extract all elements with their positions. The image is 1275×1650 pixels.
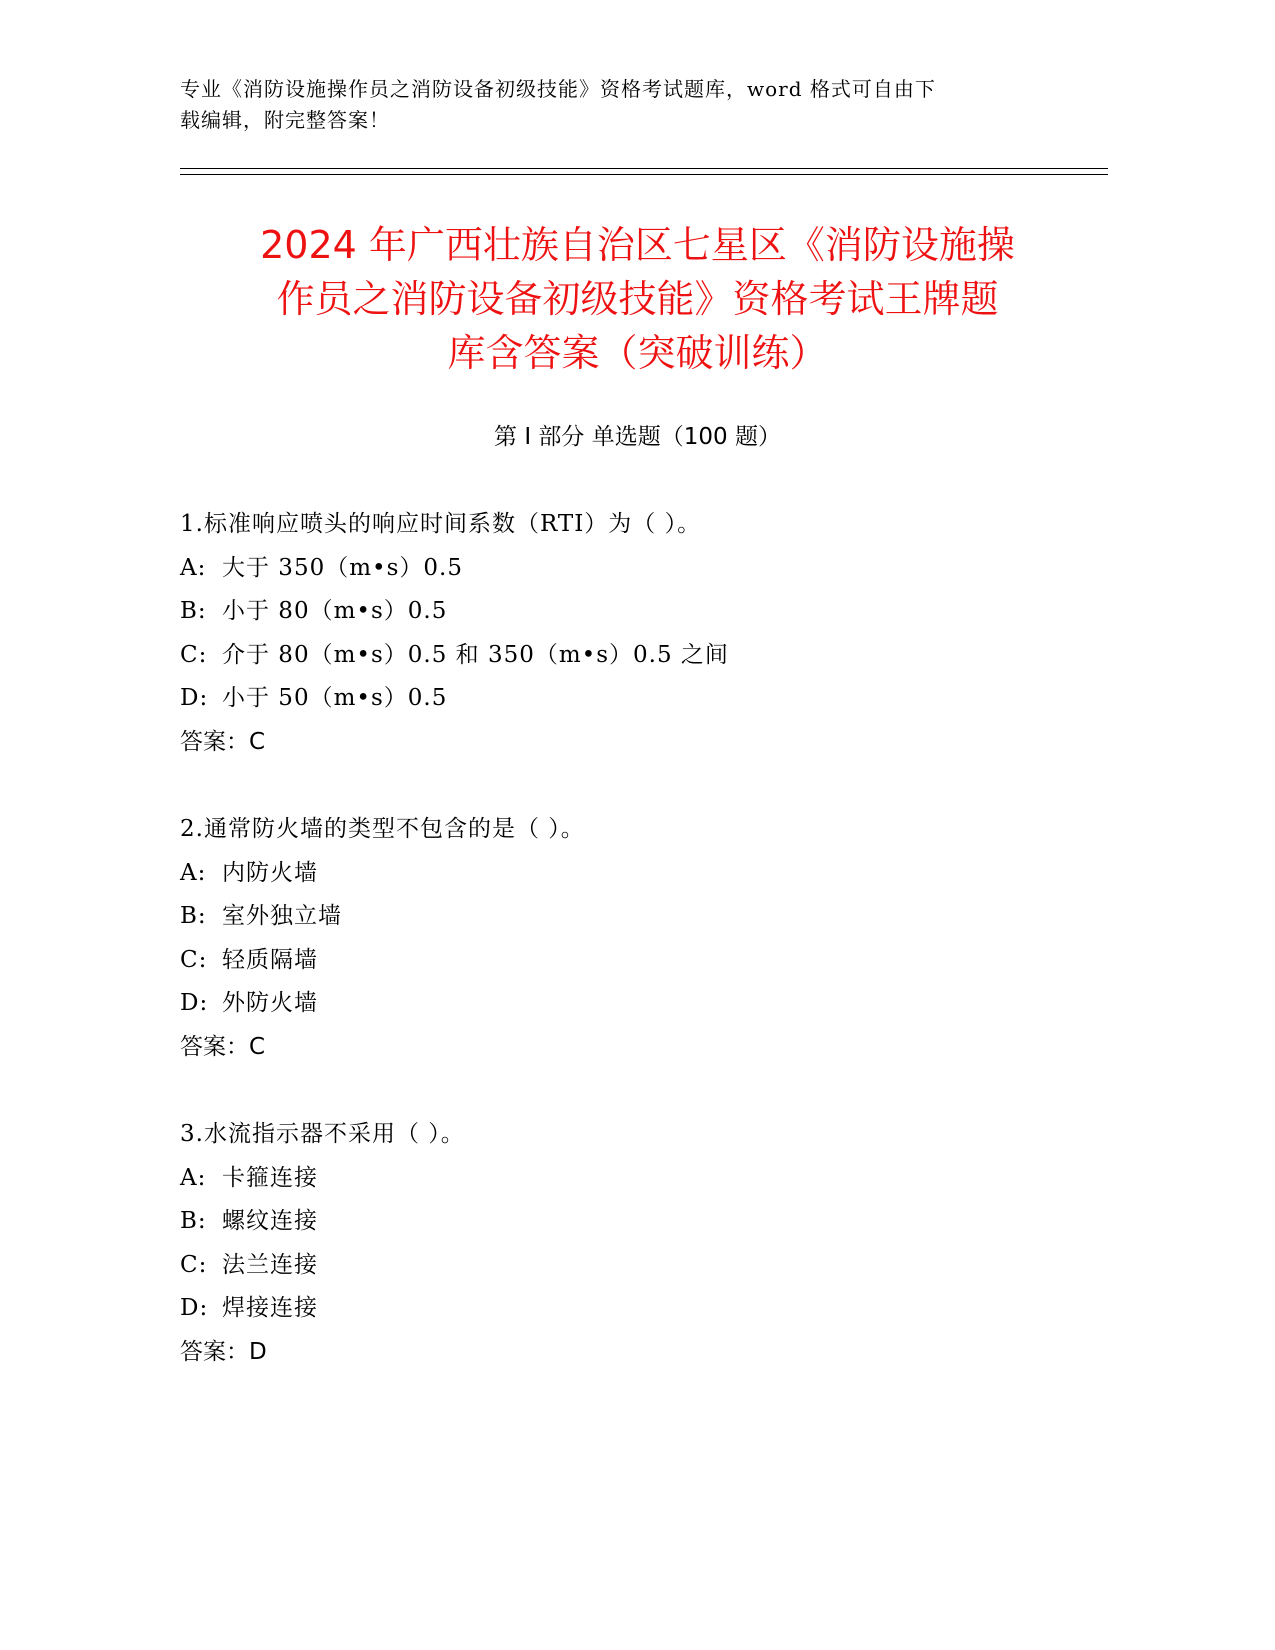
option-key: C:: [180, 1251, 208, 1278]
option-b: [180, 590, 1080, 634]
question-stem: 2.通常防火墙的类型不包含的是（ ）。: [180, 816, 585, 842]
answer-line: 答案：C: [180, 1033, 266, 1060]
question-stem: 3.水流指示器不采用（ ）。: [180, 1121, 465, 1147]
option-text: 外防火墙: [222, 990, 318, 1016]
option-text: 小于 80（m•s）0.5: [222, 598, 448, 624]
option-c: [180, 634, 1080, 678]
option-b: [180, 1200, 1080, 1244]
option-d: [180, 1287, 1080, 1331]
title-line-2: 作员之消防设备初级技能》资格考试王牌题: [276, 277, 999, 321]
option-key: B:: [180, 1208, 207, 1234]
option-a: [180, 852, 1080, 896]
title-line-3: 库含答案（突破训练）: [447, 331, 828, 375]
option-text: 卡箍连接: [222, 1164, 318, 1191]
option-key: A:: [180, 859, 207, 886]
option-a: [180, 547, 1080, 591]
question-3: [180, 1113, 1080, 1374]
header-divider-bottom: [180, 174, 1108, 175]
option-text: 螺纹连接: [222, 1208, 318, 1234]
option-a: [180, 1157, 1080, 1201]
answer-line: 答案：D: [180, 1338, 267, 1365]
option-key: A:: [180, 1164, 207, 1191]
option-d: [180, 677, 1080, 721]
option-text: 介于 80（m•s）0.5 和 350（m•s）0.5 之间: [222, 641, 729, 668]
option-key: C:: [180, 641, 208, 668]
option-text: 焊接连接: [222, 1295, 318, 1321]
option-text: 小于 50（m•s）0.5: [222, 685, 448, 711]
document-title: [150, 218, 1125, 380]
question-2: [180, 808, 1080, 1069]
option-key: D:: [180, 685, 209, 711]
option-text: 内防火墙: [222, 859, 318, 886]
intro-text: [180, 74, 1040, 136]
option-key: C:: [180, 946, 208, 973]
option-b: [180, 895, 1080, 939]
intro-line-1: 专业《消防设施操作员之消防设备初级技能》资格考试题库，word 格式可自由下: [180, 77, 936, 101]
option-text: 室外独立墙: [222, 903, 342, 929]
option-key: D:: [180, 1295, 209, 1321]
intro-line-2: 载编辑，附完整答案！: [180, 108, 390, 132]
title-line-1: 2024 年广西壮族自治区七星区《消防设施操: [260, 223, 1015, 267]
question-stem: 1.标准响应喷头的响应时间系数（RTI）为（ ）。: [180, 511, 702, 537]
option-text: 大于 350（m•s）0.5: [222, 554, 463, 581]
option-c: [180, 1244, 1080, 1288]
option-text: 轻质隔墙: [222, 946, 318, 973]
option-c: [180, 939, 1080, 983]
header-divider-top: [180, 168, 1108, 169]
option-text: 法兰连接: [222, 1251, 318, 1278]
option-key: D:: [180, 990, 209, 1016]
question-1: [180, 503, 1080, 764]
option-key: B:: [180, 598, 207, 624]
option-d: [180, 982, 1080, 1026]
answer-line: 答案：C: [180, 728, 266, 755]
option-key: A:: [180, 554, 207, 581]
option-key: B:: [180, 903, 207, 929]
section-heading: 第 I 部分 单选题（100 题）: [494, 424, 781, 450]
